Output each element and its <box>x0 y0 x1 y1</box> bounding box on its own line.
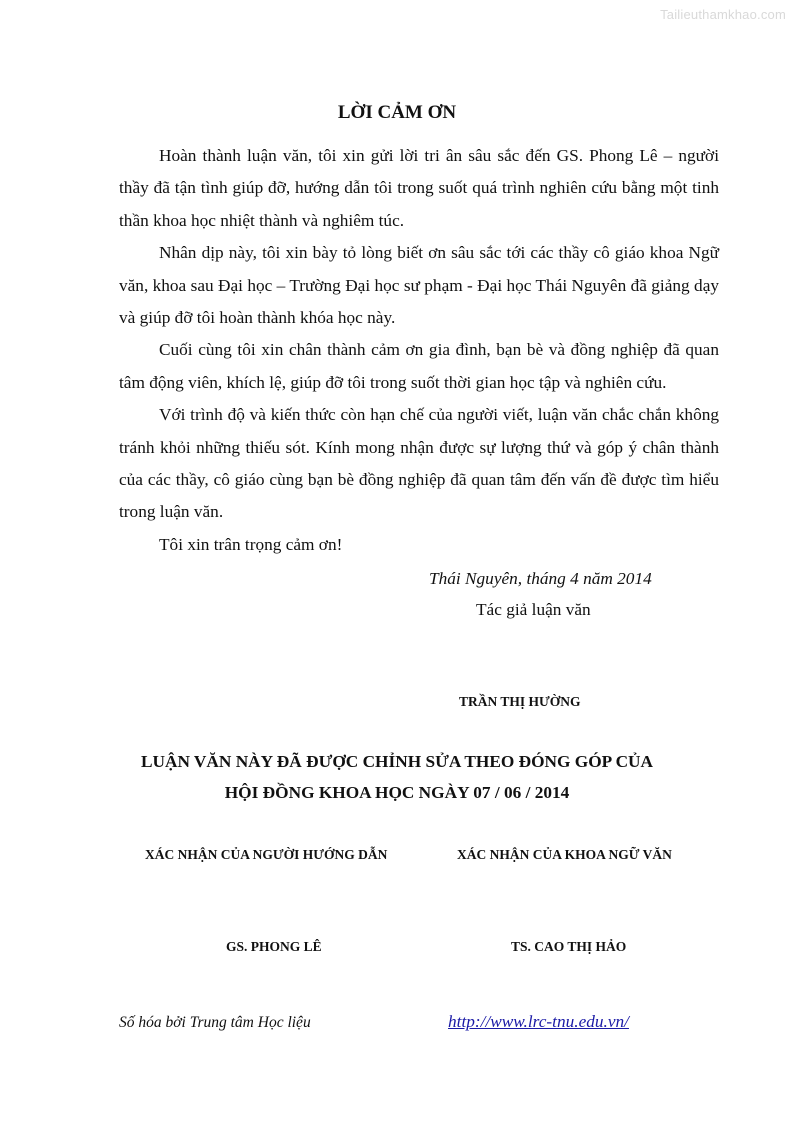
paragraph-advisor-thanks: Hoàn thành luận văn, tôi xin gửi lời tri ân sâu sắc đến GS. Phong Lê – người thầy đã tận tình giúp đỡ, hướng dẫn tôi trong suốt quá trình nghiên cứu bằng một tinh thần khoa học nhiệt thành và nghiêm túc. <box>119 146 719 230</box>
acknowledgement-body <box>119 140 719 561</box>
faculty-confirmation-heading: XÁC NHẬN CỦA KHOA NGỮ VĂN <box>457 847 672 862</box>
paragraph-limitations: Với trình độ và kiến thức còn hạn chế của người viết, luận văn chắc chắn không tránh khỏi những thiếu sót. Kính mong nhận được sự lượng thứ và góp ý chân thành của các thầy, cô giáo cùng bạn bè đồng nghiệp đã quan tâm đến vấn đề được tìm hiểu trong luận văn. <box>119 405 719 522</box>
paragraph-family-thanks: Cuối cùng tôi xin chân thành cảm ơn gia đình, bạn bè và đồng nghiệp đã quan tâm động viên, khích lệ, giúp đỡ tôi trong suốt thời gian học tập và nghiên cứu. <box>119 340 719 392</box>
revision-note <box>0 746 794 808</box>
paragraph-faculty-thanks: Nhân dịp này, tôi xin bày tỏ lòng biết ơn sâu sắc tới các thầy cô giáo khoa Ngữ văn, khoa sau Đại học – Trường Đại học sư phạm - Đại học Thái Nguyên đã giảng dạy và giúp đỡ tôi hoàn thành khóa học này. <box>119 243 719 328</box>
advisor-confirmation-heading: XÁC NHẬN CỦA NGƯỜI HƯỚNG DẪN <box>145 847 388 862</box>
faculty-signer-name: TS. CAO THỊ HẢO <box>511 939 627 954</box>
author-name: TRẦN THỊ HƯỜNG <box>459 694 581 709</box>
paragraph-closing: Tôi xin trân trọng cảm ơn! <box>159 534 343 554</box>
place-date: Thái Nguyên, tháng 4 năm 2014 <box>429 569 652 588</box>
watermark-text: Tailieuthamkhao.com <box>660 7 786 22</box>
footer-digitized-by: Số hóa bởi Trung tâm Học liệu <box>119 1014 311 1031</box>
footer-url-link[interactable]: http://www.lrc-tnu.edu.vn/ <box>448 1012 629 1031</box>
advisor-name: GS. PHONG LÊ <box>226 939 322 954</box>
author-role: Tác giả luận văn <box>476 600 591 619</box>
revision-line-2: HỘI ĐỒNG KHOA HỌC NGÀY 07 / 06 / 2014 <box>224 783 570 802</box>
page-title: LỜI CẢM ƠN <box>337 102 457 123</box>
revision-line-1: LUẬN VĂN NÀY ĐÃ ĐƯỢC CHỈNH SỬA THEO ĐÓNG GÓP CỦA <box>140 752 654 771</box>
